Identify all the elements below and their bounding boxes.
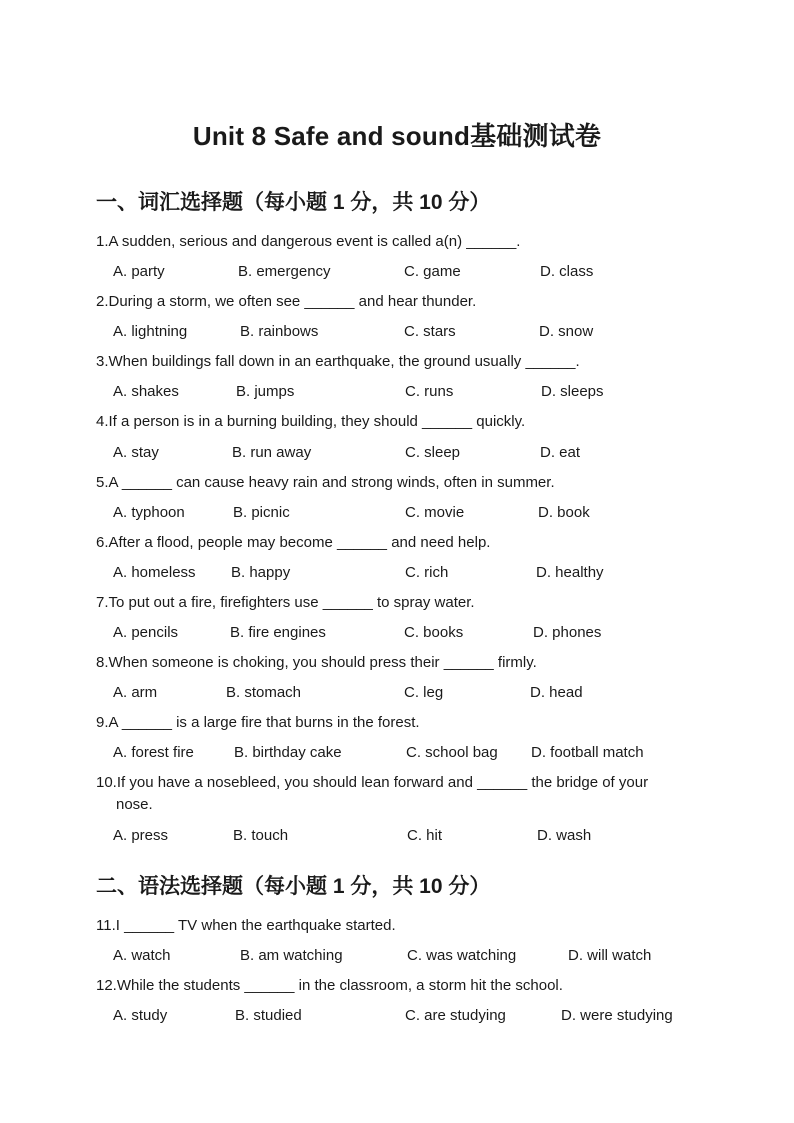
section-heading-grammar: 二、语法选择题（每小题 1 分，共 10 分）: [96, 875, 491, 898]
option-d[interactable]: D. were studying: [561, 1007, 673, 1024]
option-d[interactable]: D. football match: [531, 744, 644, 761]
option-a[interactable]: A. pencils: [113, 624, 179, 641]
question-options: [0, 684, 794, 704]
option-c[interactable]: C. game: [404, 263, 461, 280]
option-c[interactable]: C. hit: [407, 827, 443, 844]
question-text: 4.If a person is in a burning building, they should ______ quickly.: [96, 413, 526, 430]
option-b[interactable]: B. emergency: [238, 263, 331, 280]
option-d[interactable]: D. will watch: [568, 947, 652, 964]
option-c[interactable]: C. runs: [405, 383, 454, 400]
option-a[interactable]: A. stay: [113, 444, 159, 461]
question-text: 8.When someone is choking, you should press their ______ firmly.: [96, 654, 537, 671]
option-b[interactable]: B. am watching: [240, 947, 343, 964]
question-text: 6.After a flood, people may become ______ and need help.: [96, 534, 491, 551]
option-a[interactable]: A. lightning: [113, 323, 188, 340]
option-b[interactable]: B. jumps: [236, 383, 295, 400]
question-text-continuation: nose.: [116, 796, 153, 813]
question-options: [0, 383, 794, 403]
option-a[interactable]: A. party: [113, 263, 165, 280]
option-b[interactable]: B. stomach: [226, 684, 302, 701]
question-text: 9.A ______ is a large fire that burns in the forest.: [96, 714, 420, 731]
option-d[interactable]: D. wash: [537, 827, 592, 844]
option-a[interactable]: A. shakes: [113, 383, 179, 400]
option-b[interactable]: B. rainbows: [240, 323, 319, 340]
option-c[interactable]: C. rich: [405, 564, 449, 581]
question-text: 11.I ______ TV when the earthquake started.: [96, 917, 396, 934]
option-d[interactable]: D. healthy: [536, 564, 604, 581]
section-heading-vocabulary: 一、词汇选择题（每小题 1 分，共 10 分）: [96, 191, 491, 214]
option-c[interactable]: C. sleep: [405, 444, 461, 461]
question-options: [0, 947, 794, 967]
question-text: 7.To put out a fire, firefighters use ______ to spray water.: [96, 594, 475, 611]
question-options: [0, 263, 794, 283]
option-c[interactable]: C. stars: [404, 323, 456, 340]
question-text: 3.When buildings fall down in an earthquake, the ground usually ______.: [96, 353, 580, 370]
option-a[interactable]: A. arm: [113, 684, 158, 701]
option-b[interactable]: B. picnic: [233, 504, 290, 521]
page-title: Unit 8 Safe and sound基础测试卷: [192, 121, 602, 151]
option-b[interactable]: B. fire engines: [230, 624, 326, 641]
option-b[interactable]: B. studied: [235, 1007, 302, 1024]
option-a[interactable]: A. forest fire: [113, 744, 194, 761]
question-text: 1.A sudden, serious and dangerous event is called a(n) ______.: [96, 233, 521, 250]
option-d[interactable]: D. book: [538, 504, 590, 521]
option-a[interactable]: A. press: [113, 827, 169, 844]
question-options: [0, 444, 794, 464]
option-d[interactable]: D. class: [540, 263, 594, 280]
option-b[interactable]: B. run away: [232, 444, 312, 461]
option-d[interactable]: D. sleeps: [541, 383, 604, 400]
option-a[interactable]: A. typhoon: [113, 504, 185, 521]
option-c[interactable]: C. was watching: [407, 947, 517, 964]
option-d[interactable]: D. head: [530, 684, 583, 701]
option-a[interactable]: A. homeless: [113, 564, 196, 581]
option-a[interactable]: A. watch: [113, 947, 171, 964]
option-d[interactable]: D. eat: [540, 444, 581, 461]
question-text: 10.If you have a nosebleed, you should lean forward and ______ the bridge of your: [96, 774, 649, 791]
question-options: [0, 624, 794, 644]
question-text: 12.While the students ______ in the classroom, a storm hit the school.: [96, 977, 563, 994]
question-text: 2.During a storm, we often see ______ and hear thunder.: [96, 293, 477, 310]
option-c[interactable]: C. movie: [405, 504, 465, 521]
option-a[interactable]: A. study: [113, 1007, 168, 1024]
option-c[interactable]: C. books: [404, 624, 464, 641]
option-b[interactable]: B. happy: [231, 564, 291, 581]
option-c[interactable]: C. school bag: [406, 744, 498, 761]
option-d[interactable]: D. phones: [533, 624, 602, 641]
question-options: [0, 1007, 794, 1027]
question-options: [0, 504, 794, 524]
option-c[interactable]: C. are studying: [405, 1007, 506, 1024]
question-options: [0, 564, 794, 584]
question-options: [0, 744, 794, 764]
question-options: [0, 323, 794, 343]
question-options: [0, 827, 794, 847]
option-b[interactable]: B. birthday cake: [234, 744, 342, 761]
option-d[interactable]: D. snow: [539, 323, 594, 340]
option-c[interactable]: C. leg: [404, 684, 444, 701]
option-b[interactable]: B. touch: [233, 827, 289, 844]
question-text: 5.A ______ can cause heavy rain and strong winds, often in summer.: [96, 474, 555, 491]
